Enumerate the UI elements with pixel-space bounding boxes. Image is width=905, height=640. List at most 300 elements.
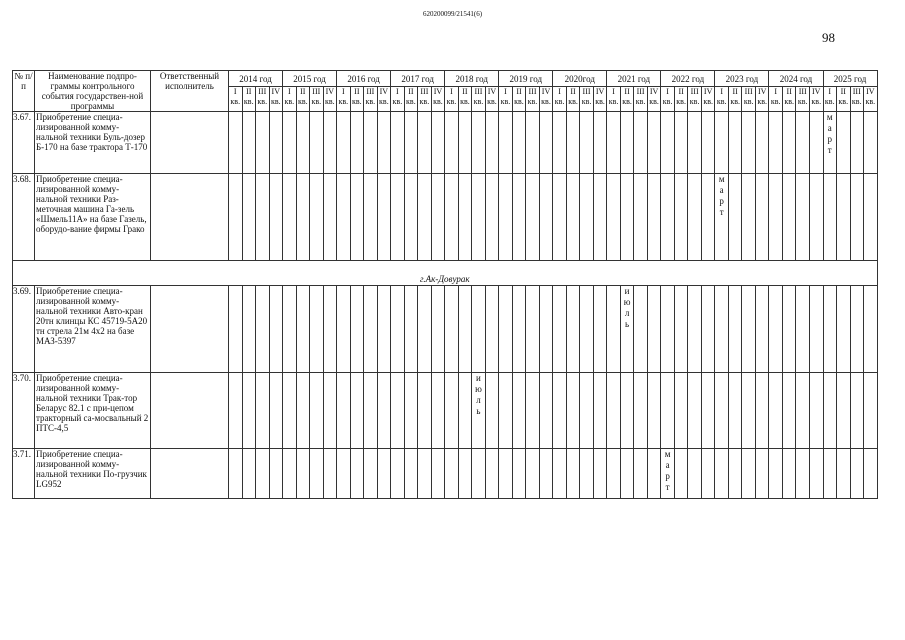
quarter-label: III — [258, 87, 267, 97]
year-header: 2015 год — [283, 71, 337, 87]
quarter-cell — [418, 449, 432, 499]
quarter-header — [674, 87, 688, 112]
page-number: 98 — [822, 30, 835, 45]
quarter-cell — [580, 449, 594, 499]
quarter-suffix: кв. — [770, 97, 781, 107]
quarter-cell — [566, 174, 580, 261]
quarter-cell — [823, 449, 837, 499]
quarter-label: IV — [649, 87, 659, 97]
quarter-cell — [256, 174, 270, 261]
quarter-cell — [418, 112, 432, 174]
quarter-cell — [229, 286, 243, 373]
quarter-suffix: кв. — [460, 97, 470, 107]
quarter-label: IV — [541, 87, 551, 97]
quarter-cell — [728, 449, 742, 499]
quarter-label: II — [300, 87, 306, 97]
quarter-suffix: кв. — [392, 97, 403, 107]
quarter-cell — [256, 449, 270, 499]
quarter-cell — [377, 373, 391, 449]
quarter-cell — [418, 286, 432, 373]
quarter-cell — [837, 286, 851, 373]
quarter-suffix: кв. — [433, 97, 443, 107]
quarter-cell — [512, 449, 526, 499]
quarter-cell — [674, 286, 688, 373]
quarter-cell — [391, 112, 405, 174]
quarter-cell — [404, 112, 418, 174]
row-name: Приобретение специа-лизированной комму-нальной техники Авто-кран 20тн клинцы КС 45719-5А20 тн стрела 21м 4х2 на базе МАЗ-5397 — [35, 286, 151, 373]
row-executor — [151, 112, 229, 174]
quarter-cell — [512, 174, 526, 261]
quarter-cell — [539, 112, 553, 174]
quarter-cell — [850, 286, 864, 373]
quarter-cell — [283, 449, 297, 499]
quarter-suffix: кв. — [527, 97, 538, 107]
quarter-cell — [782, 174, 796, 261]
quarter-cell — [404, 449, 418, 499]
quarter-cell — [296, 112, 310, 174]
quarter-suffix: кв. — [730, 97, 740, 107]
quarter-cell — [728, 174, 742, 261]
quarter-cell — [782, 373, 796, 449]
quarter-header — [864, 87, 878, 112]
quarter-cell — [566, 373, 580, 449]
quarter-cell — [337, 112, 351, 174]
year-header: 2023 год — [715, 71, 769, 87]
quarter-header — [418, 87, 432, 112]
quarter-cell — [323, 373, 337, 449]
quarter-cell — [526, 286, 540, 373]
quarter-cell — [593, 112, 607, 174]
quarter-cell — [580, 112, 594, 174]
quarter-label: I — [396, 87, 399, 97]
quarter-cell — [364, 373, 378, 449]
quarter-cell — [229, 174, 243, 261]
quarter-cell — [809, 286, 823, 373]
quarter-cell — [701, 286, 715, 373]
quarter-label: III — [744, 87, 753, 97]
quarter-header — [566, 87, 580, 112]
row-number: 3.71. — [13, 449, 35, 499]
quarter-cell — [310, 449, 324, 499]
quarter-cell — [364, 174, 378, 261]
quarter-cell — [350, 174, 364, 261]
row-executor — [151, 286, 229, 373]
quarter-cell — [566, 286, 580, 373]
quarter-suffix: кв. — [676, 97, 686, 107]
quarter-cell — [620, 449, 634, 499]
quarter-label: IV — [757, 87, 767, 97]
quarter-header — [391, 87, 405, 112]
quarter-cell — [674, 449, 688, 499]
quarter-cell — [823, 174, 837, 261]
quarter-cell — [539, 373, 553, 449]
quarter-cell — [701, 112, 715, 174]
quarter-cell — [647, 449, 661, 499]
quarter-header — [580, 87, 594, 112]
quarter-header — [850, 87, 864, 112]
quarter-label: II — [408, 87, 414, 97]
quarter-cell — [715, 112, 729, 174]
row-number: 3.67. — [13, 112, 35, 174]
quarter-cell — [823, 112, 837, 174]
quarter-label: II — [354, 87, 360, 97]
quarter-cell — [796, 373, 810, 449]
quarter-label: II — [624, 87, 630, 97]
quarter-cell — [458, 112, 472, 174]
quarter-cell — [458, 373, 472, 449]
event-month: июль — [623, 286, 631, 329]
quarter-suffix: кв. — [230, 97, 241, 107]
quarter-cell — [688, 112, 702, 174]
quarter-suffix: кв. — [446, 97, 457, 107]
quarter-header — [242, 87, 256, 112]
quarter-cell — [364, 449, 378, 499]
quarter-cell — [647, 112, 661, 174]
quarter-header — [283, 87, 297, 112]
quarter-header — [701, 87, 715, 112]
quarter-cell — [283, 373, 297, 449]
quarter-cell — [310, 373, 324, 449]
quarter-header — [661, 87, 675, 112]
quarter-suffix: кв. — [824, 97, 835, 107]
quarter-cell — [647, 174, 661, 261]
quarter-suffix: кв. — [419, 97, 430, 107]
quarter-cell — [580, 286, 594, 373]
quarter-header — [539, 87, 553, 112]
quarter-suffix: кв. — [581, 97, 592, 107]
quarter-cell — [377, 286, 391, 373]
quarter-cell — [404, 286, 418, 373]
quarter-cell — [526, 449, 540, 499]
quarter-cell — [688, 174, 702, 261]
quarter-cell — [337, 174, 351, 261]
quarter-cell — [539, 449, 553, 499]
quarter-header — [458, 87, 472, 112]
quarter-cell — [391, 174, 405, 261]
quarter-cell — [661, 373, 675, 449]
quarter-cell — [310, 286, 324, 373]
quarter-cell — [472, 112, 486, 174]
quarter-cell — [499, 449, 513, 499]
quarter-cell — [809, 373, 823, 449]
year-header: 2025 год — [823, 71, 877, 87]
quarter-label: III — [312, 87, 321, 97]
quarter-cell — [796, 112, 810, 174]
quarter-cell — [431, 112, 445, 174]
row-executor — [151, 449, 229, 499]
quarter-cell — [256, 112, 270, 174]
section-title: г.Ак-Довурак — [13, 261, 878, 286]
quarter-cell — [445, 373, 459, 449]
quarter-header — [837, 87, 851, 112]
quarter-suffix: кв. — [743, 97, 754, 107]
quarter-header — [445, 87, 459, 112]
quarter-cell — [242, 449, 256, 499]
quarter-cell — [377, 112, 391, 174]
quarter-header — [229, 87, 243, 112]
quarter-label: I — [450, 87, 453, 97]
quarter-cell — [323, 449, 337, 499]
quarter-cell — [553, 449, 567, 499]
quarter-header — [485, 87, 499, 112]
quarter-header — [728, 87, 742, 112]
quarter-header — [634, 87, 648, 112]
quarter-cell — [472, 286, 486, 373]
quarter-cell — [337, 286, 351, 373]
quarter-cell — [242, 112, 256, 174]
quarter-cell — [769, 174, 783, 261]
quarter-suffix: кв. — [487, 97, 497, 107]
quarter-label: I — [828, 87, 832, 97]
quarter-cell — [634, 449, 648, 499]
quarter-label: I — [720, 87, 723, 97]
quarter-cell — [229, 373, 243, 449]
quarter-cell — [607, 286, 621, 373]
quarter-cell — [674, 373, 688, 449]
quarter-header — [404, 87, 418, 112]
quarter-cell — [404, 174, 418, 261]
quarter-suffix: кв. — [568, 97, 578, 107]
quarter-label: II — [462, 87, 468, 97]
quarter-cell — [472, 449, 486, 499]
quarter-label: III — [420, 87, 429, 97]
quarter-cell — [458, 449, 472, 499]
quarter-header — [755, 87, 769, 112]
year-header: 2020год — [553, 71, 607, 87]
quarter-cell — [755, 449, 769, 499]
quarter-cell — [472, 174, 486, 261]
quarter-cell — [674, 112, 688, 174]
quarter-cell — [661, 286, 675, 373]
quarter-label: III — [690, 87, 699, 97]
quarter-cell — [377, 174, 391, 261]
quarter-cell — [242, 373, 256, 449]
year-header: 2019 год — [499, 71, 553, 87]
quarter-suffix: кв. — [635, 97, 646, 107]
quarter-cell — [296, 286, 310, 373]
quarter-cell — [310, 174, 324, 261]
quarter-suffix: кв. — [811, 97, 822, 107]
quarter-header — [809, 87, 823, 112]
row-name: Приобретение специа-лизированной комму-нальной техники Буль-дозер Б-170 на базе трактора Т-170 — [35, 112, 151, 174]
quarter-cell — [837, 112, 851, 174]
quarter-header — [823, 87, 837, 112]
quarter-cell — [485, 449, 499, 499]
quarter-cell — [755, 286, 769, 373]
quarter-header — [323, 87, 337, 112]
quarter-cell — [864, 373, 878, 449]
quarter-label: II — [570, 87, 576, 97]
quarter-cell — [391, 373, 405, 449]
quarter-header — [431, 87, 445, 112]
year-header: 2021 год — [607, 71, 661, 87]
quarter-suffix: кв. — [608, 97, 619, 107]
quarter-label: IV — [325, 87, 335, 97]
quarter-cell — [823, 286, 837, 373]
quarter-label: III — [852, 87, 861, 97]
quarter-header — [647, 87, 661, 112]
quarter-suffix: кв. — [270, 97, 281, 107]
quarter-cell — [823, 373, 837, 449]
quarter-cell — [458, 174, 472, 261]
quarter-cell — [647, 286, 661, 373]
quarter-label: I — [287, 87, 291, 97]
section-row — [13, 261, 878, 286]
quarter-label: III — [798, 87, 807, 97]
event-month: март — [826, 112, 833, 155]
quarter-label: IV — [433, 87, 443, 97]
quarter-cell — [323, 112, 337, 174]
quarter-header — [350, 87, 364, 112]
quarter-suffix: кв. — [257, 97, 268, 107]
row-name: Приобретение специа-лизированной комму-нальной техники Раз-меточная машина Га-зель «Шмель11А» на базе Газель, оборудо-вание фирмы Грако — [35, 174, 151, 261]
quarter-cell — [755, 174, 769, 261]
quarter-suffix: кв. — [284, 97, 295, 107]
quarter-header — [607, 87, 621, 112]
quarter-cell — [296, 449, 310, 499]
quarter-cell — [782, 286, 796, 373]
quarter-cell — [323, 286, 337, 373]
quarter-cell — [634, 373, 648, 449]
quarter-suffix: кв. — [514, 97, 524, 107]
quarter-cell — [769, 112, 783, 174]
document-code: 620200099/21541(6) — [422, 10, 483, 18]
quarter-cell — [337, 449, 351, 499]
quarter-cell — [755, 373, 769, 449]
quarter-header — [296, 87, 310, 112]
quarter-label: IV — [866, 87, 875, 97]
quarter-cell — [242, 286, 256, 373]
quarter-suffix: кв. — [784, 97, 795, 107]
quarter-suffix: кв. — [297, 97, 308, 107]
quarter-cell — [553, 286, 567, 373]
quarter-cell — [337, 373, 351, 449]
quarter-cell — [796, 174, 810, 261]
quarter-cell — [864, 449, 878, 499]
quarter-cell — [553, 112, 567, 174]
quarter-cell — [445, 174, 459, 261]
quarter-cell — [485, 112, 499, 174]
quarter-label: II — [246, 87, 252, 97]
quarter-cell — [512, 373, 526, 449]
quarter-cell — [728, 112, 742, 174]
table-row — [13, 174, 878, 261]
quarter-suffix: кв. — [473, 97, 484, 107]
quarter-label: II — [840, 87, 846, 97]
quarter-cell — [269, 112, 283, 174]
quarter-cell — [607, 449, 621, 499]
year-header-row — [13, 71, 878, 87]
quarter-cell — [350, 286, 364, 373]
quarter-cell — [539, 286, 553, 373]
quarter-suffix: кв. — [689, 97, 700, 107]
quarter-cell — [809, 174, 823, 261]
quarter-cell — [350, 449, 364, 499]
quarter-cell — [593, 373, 607, 449]
quarter-cell — [283, 112, 297, 174]
quarter-cell — [593, 286, 607, 373]
quarter-suffix: кв. — [797, 97, 808, 107]
quarter-header — [782, 87, 796, 112]
schedule-body — [13, 112, 878, 499]
quarter-cell — [742, 449, 756, 499]
quarter-cell — [485, 174, 499, 261]
quarter-header — [472, 87, 486, 112]
quarter-cell — [688, 286, 702, 373]
quarter-header — [742, 87, 756, 112]
quarter-cell — [769, 286, 783, 373]
quarter-cell — [607, 174, 621, 261]
quarter-suffix: кв. — [662, 97, 673, 107]
quarter-cell — [661, 449, 675, 499]
quarter-header — [769, 87, 783, 112]
quarter-label: III — [636, 87, 645, 97]
quarter-cell — [620, 286, 634, 373]
col-executor-header: Ответственный исполнитель — [151, 71, 229, 112]
quarter-cell — [850, 449, 864, 499]
quarter-header — [377, 87, 391, 112]
quarter-cell — [580, 373, 594, 449]
quarter-cell — [864, 174, 878, 261]
quarter-cell — [850, 174, 864, 261]
quarter-cell — [377, 449, 391, 499]
quarter-cell — [742, 373, 756, 449]
quarter-cell — [553, 373, 567, 449]
quarter-cell — [728, 373, 742, 449]
quarter-cell — [256, 373, 270, 449]
quarter-cell — [715, 174, 729, 261]
quarter-suffix: кв. — [851, 97, 862, 107]
quarter-cell — [728, 286, 742, 373]
row-name: Приобретение специа-лизированной комму-нальной техники По-грузчик LG952 — [35, 449, 151, 499]
event-month: март — [664, 449, 671, 492]
quarter-header — [512, 87, 526, 112]
quarter-cell — [634, 286, 648, 373]
quarter-cell — [242, 174, 256, 261]
quarter-cell — [796, 286, 810, 373]
year-header: 2018 год — [445, 71, 499, 87]
quarter-label: IV — [703, 87, 713, 97]
row-number: 3.70. — [13, 373, 35, 449]
quarter-cell — [512, 112, 526, 174]
quarter-cell — [701, 373, 715, 449]
quarter-label: IV — [487, 87, 497, 97]
quarter-cell — [391, 449, 405, 499]
quarter-cell — [796, 449, 810, 499]
quarter-header — [499, 87, 513, 112]
quarter-suffix: кв. — [649, 97, 659, 107]
quarter-cell — [553, 174, 567, 261]
quarter-cell — [742, 286, 756, 373]
quarter-suffix: кв. — [311, 97, 322, 107]
quarter-cell — [269, 174, 283, 261]
quarter-cell — [850, 373, 864, 449]
quarter-cell — [755, 112, 769, 174]
quarter-cell — [607, 112, 621, 174]
quarter-suffix: кв. — [865, 97, 876, 107]
quarter-suffix: кв. — [379, 97, 389, 107]
quarter-cell — [499, 373, 513, 449]
quarter-cell — [837, 174, 851, 261]
quarter-cell — [566, 112, 580, 174]
quarter-cell — [458, 286, 472, 373]
quarter-cell — [391, 286, 405, 373]
quarter-cell — [229, 112, 243, 174]
quarter-header — [688, 87, 702, 112]
quarter-cell — [296, 373, 310, 449]
quarter-cell — [364, 112, 378, 174]
quarter-cell — [661, 112, 675, 174]
